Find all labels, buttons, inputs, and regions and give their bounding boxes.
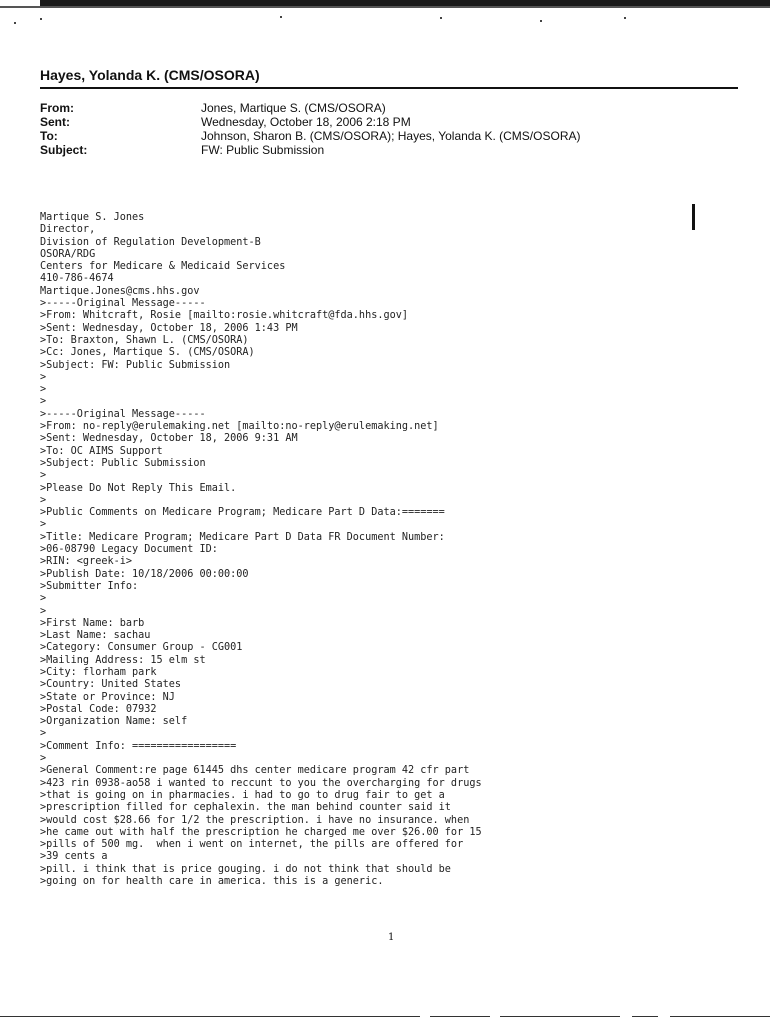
- scan-bottom-line: [500, 1016, 620, 1017]
- body-line: >Organization Name: self: [40, 716, 188, 728]
- body-line: 410-786-4674: [40, 273, 114, 285]
- body-line: >Comment Info: =================: [40, 740, 237, 752]
- body-line: >Publish Date: 10/18/2006 00:00:00: [40, 568, 249, 580]
- scan-bottom-line: [670, 1016, 770, 1017]
- body-line: >: [40, 728, 47, 740]
- body-line: >RIN: <greek-i>: [40, 556, 133, 568]
- header-rule: [40, 87, 738, 89]
- header-to: [40, 129, 580, 143]
- header-value: Wednesday, October 18, 2006 2:18 PM: [201, 115, 411, 129]
- body-line: >Last Name: sachau: [40, 630, 151, 642]
- page-number: 1: [388, 932, 395, 943]
- body-line: >: [40, 494, 47, 506]
- email-body: [40, 212, 740, 888]
- body-line: Martique S. Jones: [40, 212, 145, 223]
- body-line: Division of Regulation Development-B: [40, 236, 261, 248]
- body-line: >Mailing Address: 15 elm st: [40, 654, 206, 666]
- body-line: >39 cents a: [40, 851, 108, 863]
- email-headers: [40, 101, 580, 157]
- header-label: Subject:: [40, 143, 88, 157]
- header-label: Sent:: [40, 115, 70, 129]
- body-line: >Country: United States: [40, 679, 182, 691]
- body-line: OSORA/RDG: [40, 248, 96, 260]
- body-line: >Cc: Jones, Martique S. (CMS/OSORA): [40, 347, 255, 359]
- body-line: >To: OC AIMS Support: [40, 445, 163, 457]
- mailbox-owner: Hayes, Yolanda K. (CMS/OSORA): [40, 67, 260, 83]
- body-line: >-----Original Message-----: [40, 408, 206, 420]
- body-line: >would cost $28.66 for 1/2 the prescription. i have no insurance. when: [40, 814, 470, 826]
- body-line: >: [40, 519, 47, 531]
- body-line: >Sent: Wednesday, October 18, 2006 1:43 PM: [40, 322, 298, 334]
- body-line: >: [40, 593, 47, 605]
- body-line: >: [40, 605, 47, 617]
- body-line: >General Comment:re page 61445 dhs center medicare program 42 cfr part: [40, 765, 470, 777]
- body-line: >City: florham park: [40, 666, 157, 678]
- scan-bottom-line: [632, 1016, 658, 1017]
- body-line: >going on for health care in america. this is a generic.: [40, 876, 384, 888]
- body-line: >: [40, 384, 47, 396]
- body-line: >: [40, 371, 47, 383]
- body-line: >prescription filled for cephalexin. the man behind counter said it: [40, 802, 451, 814]
- body-line: >State or Province: NJ: [40, 691, 175, 703]
- body-line: >Subject: FW: Public Submission: [40, 359, 231, 371]
- body-line: >06-08790 Legacy Document ID:: [40, 544, 218, 556]
- body-line: >Sent: Wednesday, October 18, 2006 9:31 AM: [40, 433, 298, 445]
- body-line: >Category: Consumer Group - CG001: [40, 642, 243, 654]
- body-line: >First Name: barb: [40, 617, 145, 629]
- body-line: >423 rin 0938-ao58 i wanted to reccunt to you the overcharging for drugs: [40, 777, 482, 789]
- scan-bottom-line: [0, 1016, 420, 1017]
- header-from: [40, 101, 580, 115]
- body-line: >From: Whitcraft, Rosie [mailto:rosie.whitcraft@fda.hhs.gov]: [40, 310, 409, 322]
- body-line: >Postal Code: 07932: [40, 703, 157, 715]
- header-label: To:: [40, 129, 58, 143]
- header-label: From:: [40, 101, 74, 115]
- body-line: >pills of 500 mg. when i went on internet, the pills are offered for: [40, 839, 464, 851]
- body-line: Centers for Medicare & Medicaid Services: [40, 261, 286, 273]
- body-line: >Public Comments on Medicare Program; Medicare Part D Data:=======: [40, 507, 445, 519]
- body-line: >-----Original Message-----: [40, 298, 206, 310]
- body-line: >pill. i think that is price gouging. i do not think that should be: [40, 863, 451, 875]
- body-line: >that is going on in pharmacies. i had to go to drug fair to get a: [40, 789, 445, 801]
- body-line: >To: Braxton, Shawn L. (CMS/OSORA): [40, 334, 249, 346]
- header-subject: [40, 143, 580, 157]
- body-line: Director,: [40, 224, 96, 236]
- body-line: Martique.Jones@cms.hhs.gov: [40, 285, 200, 297]
- header-value: Johnson, Sharon B. (CMS/OSORA); Hayes, Yolanda K. (CMS/OSORA): [201, 129, 581, 143]
- body-line: >Subject: Public Submission: [40, 457, 206, 469]
- scan-bottom-line: [430, 1016, 490, 1017]
- body-line: >he came out with half the prescription he charged me over $26.00 for 15: [40, 826, 482, 838]
- body-line: >: [40, 396, 47, 408]
- body-line: >: [40, 753, 47, 765]
- header-sent: [40, 115, 580, 129]
- body-line: >Title: Medicare Program; Medicare Part D Data FR Document Number:: [40, 531, 445, 543]
- body-line: >From: no-reply@erulemaking.net [mailto:no-reply@erulemaking.net]: [40, 421, 439, 433]
- scan-specks: [0, 8, 770, 28]
- body-line: >Please Do Not Reply This Email.: [40, 482, 237, 494]
- header-value: Jones, Martique S. (CMS/OSORA): [201, 101, 386, 115]
- header-value: FW: Public Submission: [201, 143, 325, 157]
- body-line: >: [40, 470, 47, 482]
- body-line: >Submitter Info:: [40, 580, 139, 592]
